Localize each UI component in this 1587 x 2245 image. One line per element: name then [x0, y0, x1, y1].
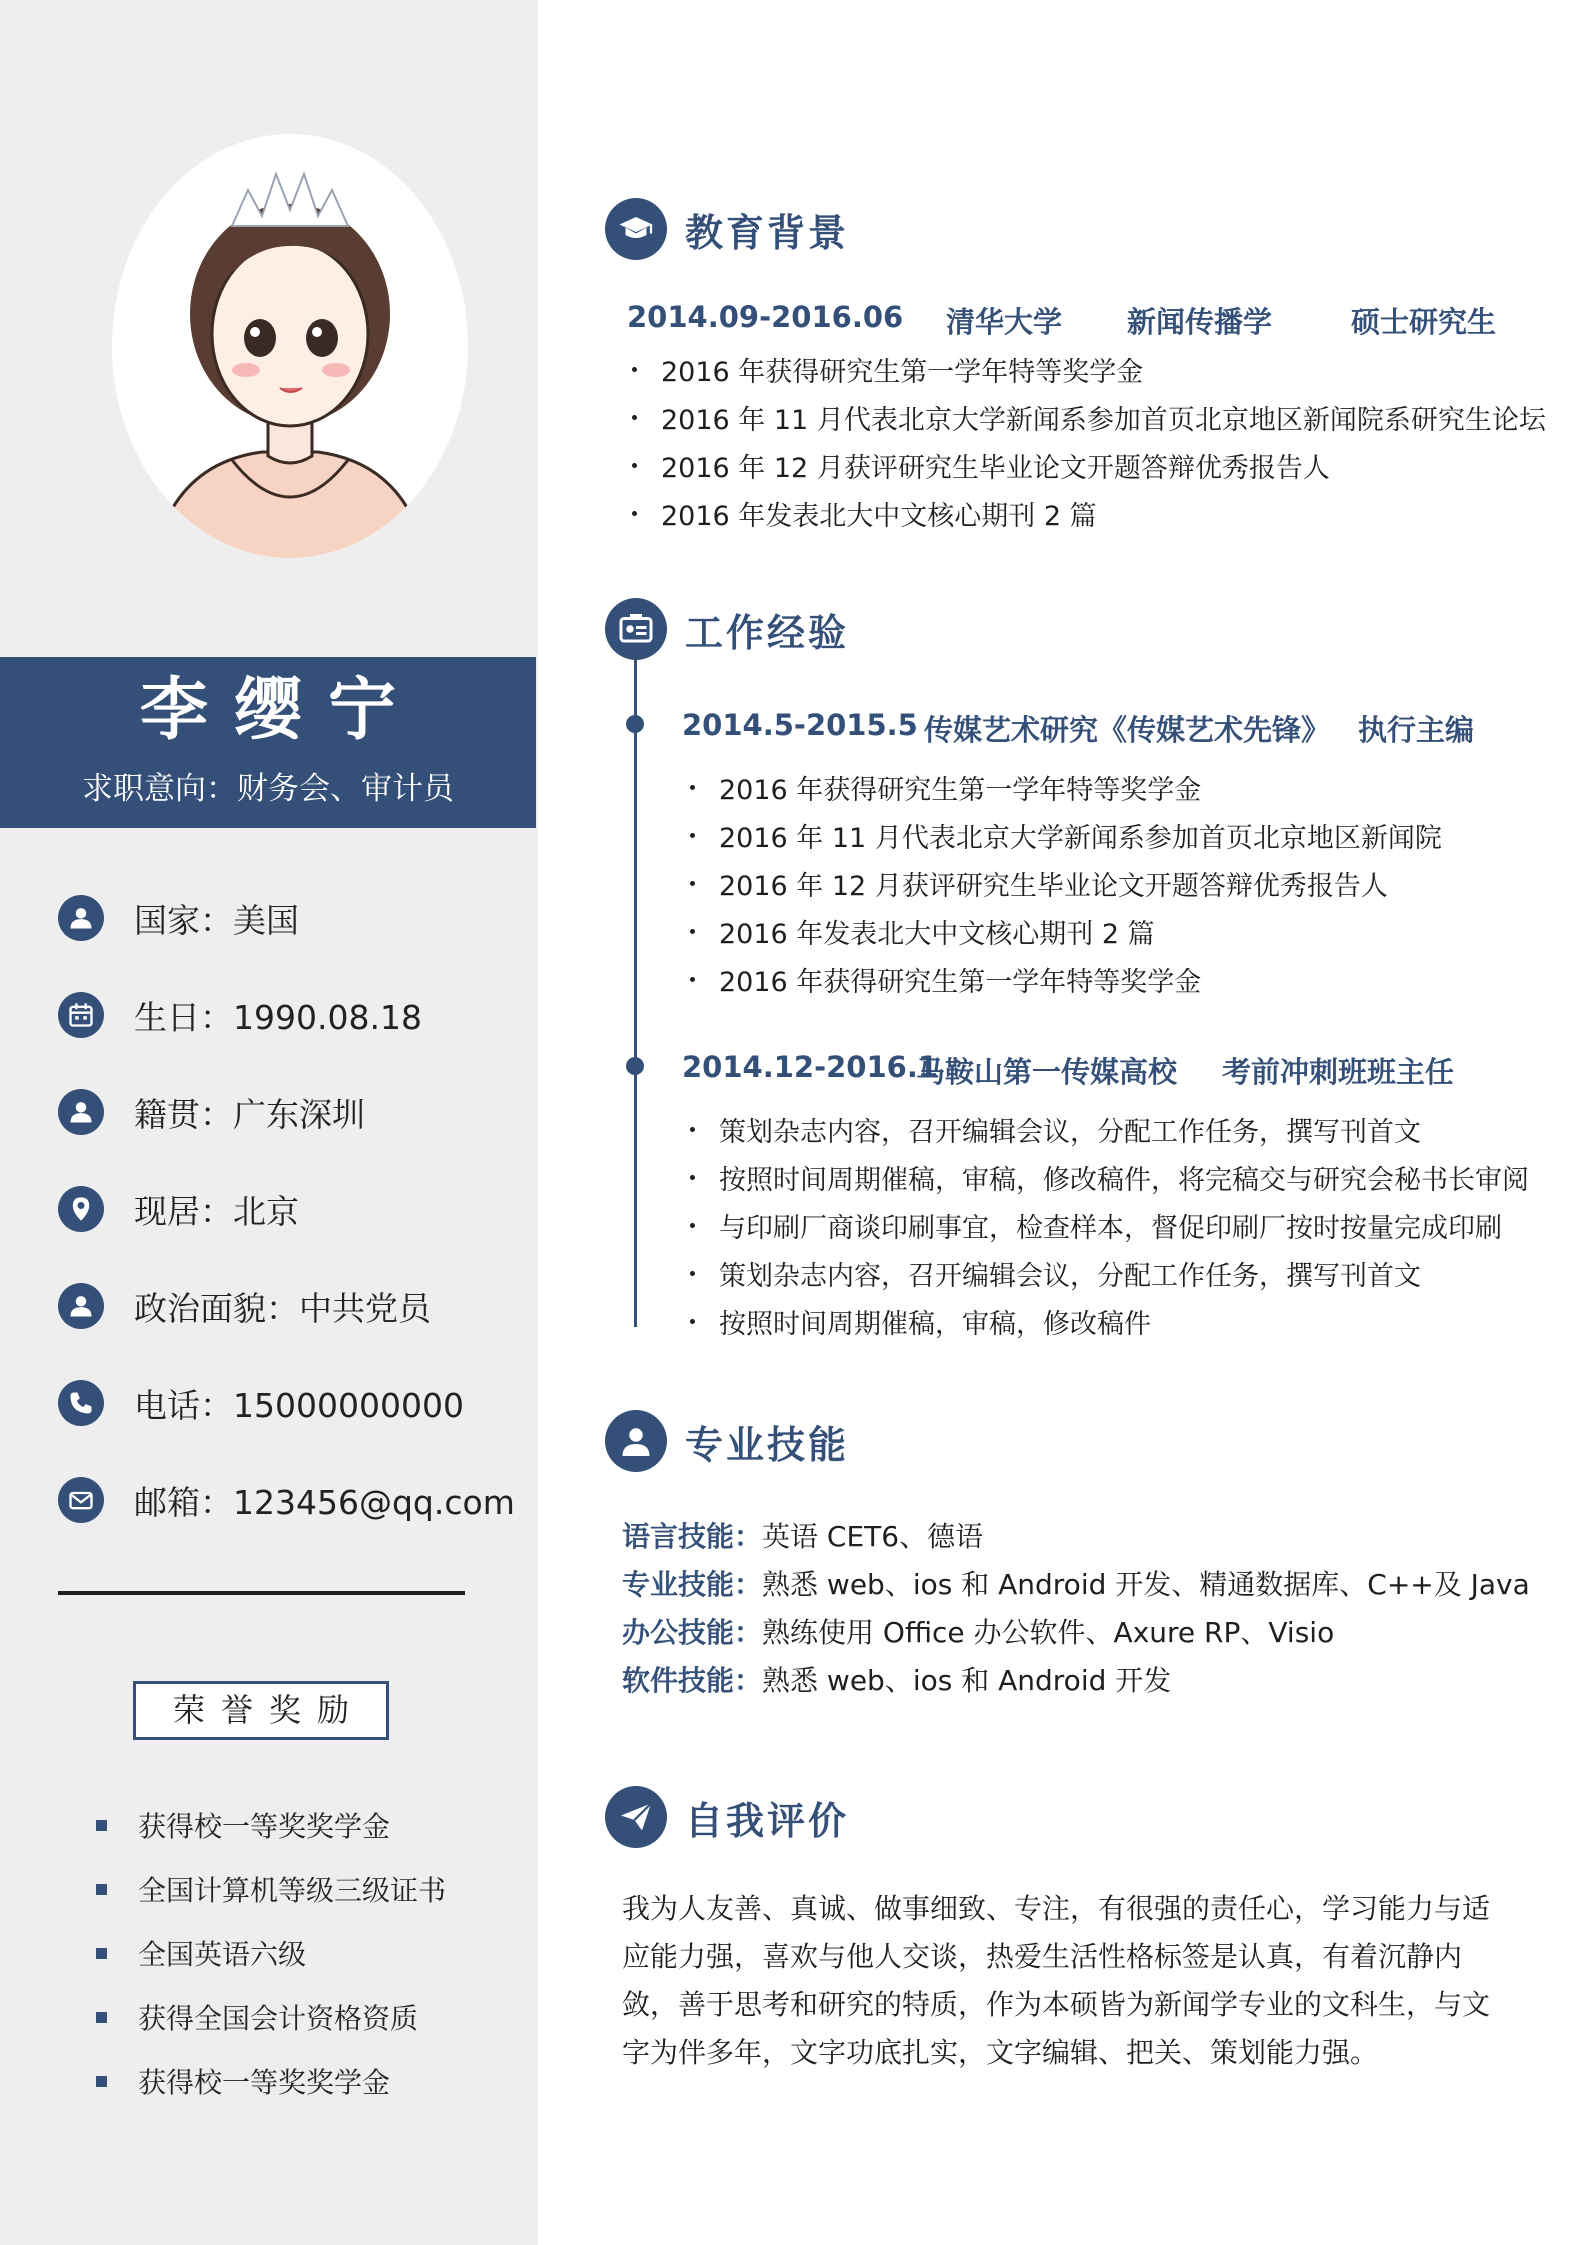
bullet-item [632, 350, 1143, 388]
honor-text: 获得校一等奖奖学金 [138, 1810, 391, 1843]
bullet-text: 2016 年获得研究生第一学年特等奖学金 [719, 774, 1202, 806]
skill-label: 办公技能： [622, 1616, 763, 1649]
avatar-illustration [112, 134, 468, 558]
bullet-item [632, 398, 1546, 436]
bullet-dot-icon [690, 929, 695, 934]
honor-item [96, 1869, 516, 1909]
bullet-dot-icon [632, 511, 637, 516]
education-degree: 硕士研究生 [1351, 305, 1497, 339]
skill-row [622, 1610, 1334, 1652]
job-role: 考前冲刺班班主任 [1222, 1055, 1455, 1089]
bullet-text: 按照时间周期催稿，审稿，修改稿件 [719, 1308, 1151, 1340]
info-birthday-text: 生日：1990.08.18 [134, 997, 422, 1037]
honor-text: 全国英语六级 [138, 1938, 307, 1971]
phone-icon [58, 1380, 104, 1426]
work-header [605, 596, 849, 662]
info-email [58, 1475, 538, 1525]
skill-label: 专业技能： [622, 1568, 763, 1601]
info-residence [58, 1184, 538, 1234]
education-school: 清华大学 [946, 305, 1063, 339]
calendar-icon [58, 992, 104, 1038]
avatar [112, 134, 468, 558]
bullet-dot-icon [690, 833, 695, 838]
honor-item [96, 1933, 516, 1973]
sidebar [0, 0, 538, 2245]
skill-value: 英语 CET6、德语 [762, 1520, 984, 1553]
education-major: 新闻传播学 [1127, 305, 1273, 339]
education-header [605, 196, 849, 262]
info-country [58, 893, 538, 943]
bullet-dot-icon [690, 977, 695, 982]
bullet-item [690, 1110, 1421, 1148]
job-period: 2014.12-2016.1 [682, 1050, 939, 1084]
skill-row [622, 1658, 1171, 1700]
honor-text: 获得全国会计资格资质 [138, 2002, 419, 2035]
bullet-text: 2016 年发表北大中文核心期刊 2 篇 [661, 500, 1097, 532]
timeline-dot-icon [626, 715, 644, 733]
bullet-item [632, 446, 1330, 484]
info-residence-text: 现居：北京 [134, 1191, 299, 1231]
self-eval-header [605, 1784, 849, 1850]
bullet-dot-icon [690, 1223, 695, 1228]
bullet-text: 2016 年获得研究生第一学年特等奖学金 [661, 356, 1144, 388]
bullet-item [690, 1158, 1529, 1196]
honors-title: 荣誉奖励 [133, 1681, 389, 1740]
mail-icon [58, 1477, 104, 1523]
bullet-text: 2016 年 11 月代表北京大学新闻系参加首页北京地区新闻院系研究生论坛 [661, 404, 1546, 436]
bullet-dot-icon [690, 1319, 695, 1324]
skill-row [622, 1562, 1530, 1604]
user-icon [58, 895, 104, 941]
info-political [58, 1281, 538, 1331]
bullet-dot-icon [690, 785, 695, 790]
square-bullet-icon [96, 1948, 107, 1959]
info-hometown-text: 籍贯：广东深圳 [134, 1094, 365, 1134]
info-phone [58, 1378, 538, 1428]
job-period: 2014.5-2015.5 [682, 708, 918, 742]
name-banner [0, 657, 536, 828]
education-period: 2014.09-2016.06 [627, 300, 904, 334]
bullet-dot-icon [632, 415, 637, 420]
bullet-dot-icon [690, 881, 695, 886]
bullet-text: 2016 年获得研究生第一学年特等奖学金 [719, 966, 1202, 998]
skill-value: 熟悉 web、ios 和 Android 开发、精通数据库、C++及 Java [762, 1568, 1530, 1601]
location-pin-icon [58, 1186, 104, 1232]
bullet-text: 2016 年 12 月获评研究生毕业论文开题答辩优秀报告人 [719, 870, 1388, 902]
skills-header [605, 1408, 849, 1474]
honor-text: 获得校一等奖奖学金 [138, 2066, 391, 2099]
bullet-text: 2016 年发表北大中文核心期刊 2 篇 [719, 918, 1155, 950]
bullet-item [690, 1206, 1502, 1244]
skill-value: 熟悉 web、ios 和 Android 开发 [762, 1664, 1172, 1697]
square-bullet-icon [96, 1820, 107, 1831]
timeline-dot-icon [626, 1057, 644, 1075]
bullet-text: 策划杂志内容，召开编辑会议，分配工作任务，撰写刊首文 [719, 1116, 1421, 1148]
self-eval-title: 自我评价 [685, 1798, 850, 1843]
info-email-text: 邮箱：123456@qq.com [134, 1482, 515, 1522]
skill-label: 语言技能： [622, 1520, 763, 1553]
user-icon [58, 1089, 104, 1135]
info-country-text: 国家：美国 [134, 900, 299, 940]
bullet-text: 按照时间周期催稿，审稿，修改稿件，将完稿交与研究会秘书长审阅 [719, 1164, 1529, 1196]
skill-value: 熟练使用 Office 办公软件、Axure RP、Visio [762, 1616, 1335, 1649]
candidate-name: 李缨宁 [139, 671, 422, 750]
square-bullet-icon [96, 2012, 107, 2023]
honor-text: 全国计算机等级三级证书 [138, 1874, 447, 1907]
paper-plane-icon [605, 1786, 667, 1848]
info-birthday [58, 990, 538, 1040]
bullet-item [690, 864, 1388, 902]
bullet-item [690, 768, 1201, 806]
person-icon [605, 1410, 667, 1472]
bullet-item [690, 912, 1155, 950]
honor-item [96, 1997, 516, 2037]
bullet-dot-icon [632, 463, 637, 468]
bullet-item [690, 816, 1442, 854]
id-card-icon [605, 598, 667, 660]
self-eval-text: 我为人友善、真诚、做事细致、专注，有很强的责任心，学习能力与适应能力强，喜欢与他人交谈，热爱生活性格标签是认真，有着沉静内敛，善于思考和研究的特质，作为本硕皆为新闻学专业的文科生，与文字为伴多年，文字功底扎实，文字编辑、把关、策划能力强。 [622, 1892, 1491, 2069]
bullet-dot-icon [690, 1127, 695, 1132]
user-icon [58, 1283, 104, 1329]
bullet-text: 2016 年 12 月获评研究生毕业论文开题答辩优秀报告人 [661, 452, 1330, 484]
work-timeline [634, 655, 637, 1327]
bullet-item [632, 494, 1097, 532]
graduation-cap-icon [605, 198, 667, 260]
bullet-dot-icon [690, 1271, 695, 1276]
info-hometown [58, 1087, 538, 1137]
bullet-item [690, 960, 1201, 998]
bullet-text: 策划杂志内容，召开编辑会议，分配工作任务，撰写刊首文 [719, 1260, 1421, 1292]
bullet-dot-icon [632, 367, 637, 372]
info-political-text: 政治面貌：中共党员 [134, 1288, 431, 1328]
job-intent: 求职意向：财务会、审计员 [82, 771, 454, 807]
info-phone-text: 电话：15000000000 [134, 1385, 464, 1425]
bullet-text: 2016 年 11 月代表北京大学新闻系参加首页北京地区新闻院 [719, 822, 1442, 854]
skill-row [622, 1514, 983, 1556]
bullet-item [690, 1254, 1421, 1292]
bullet-dot-icon [690, 1175, 695, 1180]
job-company: 传媒艺术研究《传媒艺术先锋》 [924, 713, 1331, 747]
square-bullet-icon [96, 1884, 107, 1895]
square-bullet-icon [96, 2076, 107, 2087]
education-title: 教育背景 [685, 210, 850, 255]
job-company: 马鞍山第一传媒高校 [916, 1055, 1178, 1089]
honor-item [96, 2061, 516, 2101]
skills-title: 专业技能 [685, 1422, 850, 1467]
honor-item [96, 1805, 516, 1845]
bullet-text: 与印刷厂商谈印刷事宜，检查样本，督促印刷厂按时按量完成印刷 [719, 1212, 1502, 1244]
sidebar-divider [58, 1591, 465, 1595]
job-role: 执行主编 [1358, 713, 1475, 747]
work-title: 工作经验 [685, 610, 850, 655]
skill-label: 软件技能： [622, 1664, 763, 1697]
bullet-item [690, 1302, 1151, 1340]
